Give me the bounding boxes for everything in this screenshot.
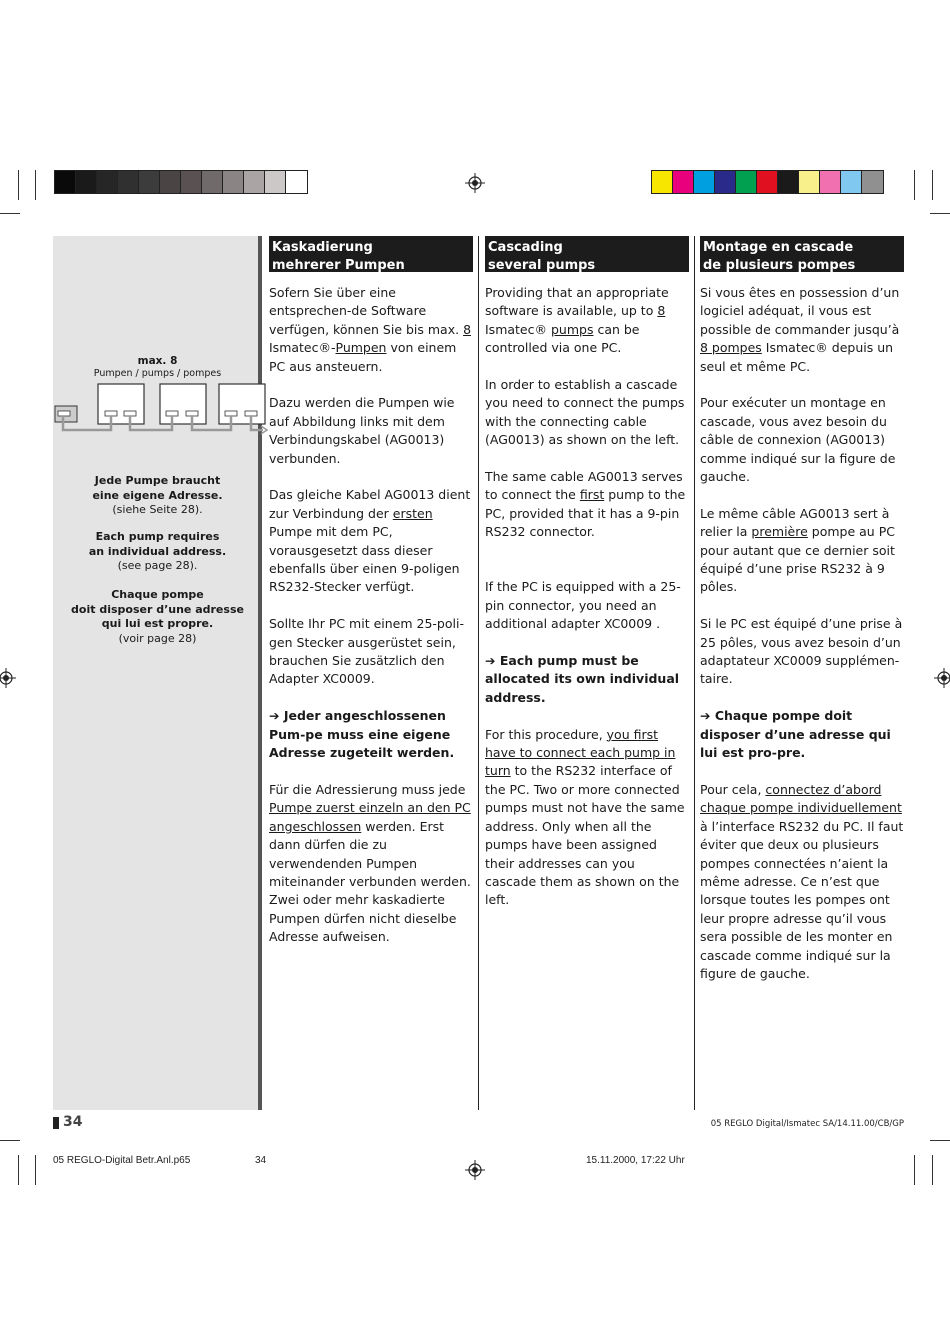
crop-mark <box>930 1140 950 1141</box>
crop-mark <box>914 1155 915 1185</box>
column-english <box>485 236 689 928</box>
calibration-swatch <box>652 171 673 193</box>
calibration-swatch <box>265 171 286 193</box>
calibration-swatch <box>841 171 862 193</box>
calibration-swatch <box>202 171 223 193</box>
paragraph: Le même câble AG0013 sert à relier la première pompe au PC pour autant que ce dernier soit équipé d’une prise RS232 à 9 pôles. <box>700 505 895 595</box>
note-line: (see page 28). <box>117 559 198 572</box>
calibration-swatch <box>97 171 118 193</box>
note-line: Jede Pumpe braucht <box>94 474 221 487</box>
note-line: doit disposer d’une adresse <box>71 602 244 616</box>
calibration-swatch <box>181 171 202 193</box>
crop-mark <box>932 170 933 200</box>
sidebar-note-de <box>60 474 255 518</box>
crop-mark <box>914 170 915 200</box>
column-body <box>700 284 904 983</box>
calibration-swatch <box>55 171 76 193</box>
column-body <box>269 284 473 947</box>
column-divider <box>694 236 695 1110</box>
heading-line: Kaskadierung <box>272 240 373 255</box>
arrow-right-icon: ➔ <box>700 708 711 724</box>
note-line: qui lui est propre. <box>101 617 214 630</box>
heading-line: mehrerer Pumpen <box>272 258 405 273</box>
calibration-swatch <box>160 171 181 193</box>
column-german <box>269 236 473 965</box>
crop-mark <box>932 1155 933 1185</box>
calibration-swatch <box>778 171 799 193</box>
paragraph: Dazu werden die Pumpen wie auf Abbildung links mit dem Verbindungskabel (AG0013) verbunden. <box>269 395 455 466</box>
pump-box-3 <box>219 384 265 424</box>
paragraph: In order to establish a cascade you need to connect the pumps with the connecting cable (AG0013) as shown on the left. <box>485 377 685 448</box>
paragraph: Si le PC est équipé d’une prise à 25 pôles, vous avez besoin d’un adaptateur XC0009 supplémen-taire. <box>700 616 903 687</box>
crop-mark <box>930 213 950 214</box>
pump-box-2 <box>160 384 206 424</box>
calibration-swatch <box>736 171 757 193</box>
registration-mark-icon <box>930 668 950 688</box>
paragraph: Providing that an appropriate software is available, up to 8 Ismatec® pumps can be controlled via one PC. <box>485 285 669 356</box>
calibration-swatch <box>715 171 736 193</box>
pump-cascade-diagram <box>53 380 268 440</box>
calibration-swatch <box>118 171 139 193</box>
calibration-swatch <box>757 171 778 193</box>
calibration-swatch <box>694 171 715 193</box>
calibration-swatch <box>139 171 160 193</box>
column-divider <box>478 236 479 1110</box>
slug-date: 15.11.2000, 17:22 Uhr <box>586 1155 685 1166</box>
column-french <box>700 236 904 1002</box>
registration-mark-icon <box>465 1160 485 1180</box>
important-note: ➔ Chaque pompe doit disposer d’une adresse qui lui est pro-pre. <box>700 708 891 761</box>
calibration-swatch <box>244 171 265 193</box>
arrow-right-icon: ➔ <box>485 653 496 669</box>
heading-line: several pumps <box>488 258 596 273</box>
heading-line: de plusieurs pompes <box>703 258 856 273</box>
figure-caption-sub: Pumpen / pumps / pompes <box>93 368 222 379</box>
pump-box-1 <box>98 384 144 424</box>
paragraph: Das gleiche Kabel AG0013 dient zur Verbindung der ersten Pumpe mit dem PC, vorausgesetzt dass dieser ebenfalls über einen 9-poligen RS232-Stecker verfügt. <box>269 487 471 595</box>
note-line: Each pump requires <box>95 530 220 543</box>
calibration-swatch <box>286 171 307 193</box>
calibration-swatch <box>820 171 841 193</box>
important-note: ➔ Each pump must be allocated its own individual address. <box>485 653 680 705</box>
paragraph: Pour exécuter un montage en cascade, vous avez besoin du câble de connexion (AG0013) comme indiqué sur la figure de gauche. <box>700 395 896 485</box>
paragraph: Sofern Sie über eine entsprechen-de Software verfügen, können Sie bis max. 8 Ismatec®-Pumpen von einem PC aus ansteuern. <box>269 285 472 374</box>
calibration-swatch <box>673 171 694 193</box>
column-heading <box>269 236 473 272</box>
note-line: (voir page 28) <box>118 631 197 645</box>
sidebar-note-fr <box>60 588 255 646</box>
crop-mark <box>35 170 36 200</box>
note-line: eine eigene Adresse. <box>92 488 223 502</box>
paragraph: The same cable AG0013 serves to connect the first pump to the PC, provided that it has a 9-pin RS232 connector. <box>485 469 686 540</box>
crop-mark <box>18 170 19 200</box>
crop-mark <box>18 1155 19 1185</box>
slug-page: 34 <box>255 1155 267 1166</box>
crop-mark <box>35 1155 36 1185</box>
paragraph: Sollte Ihr PC mit einem 25-poli-gen Stecker ausgerüstet sein, brauchen Sie zusätzlich den Adapter XC0009. <box>269 616 464 687</box>
note-line: (siehe Seite 28). <box>112 503 203 516</box>
arrow-right-icon: ➔ <box>269 708 280 724</box>
figure-caption-max: max. 8 <box>137 355 178 367</box>
page-number: 34 <box>63 1114 83 1130</box>
calibration-swatch <box>76 171 97 193</box>
grayscale-calibration-strip <box>54 170 308 194</box>
registration-mark-icon <box>0 668 20 688</box>
heading-line: Cascading <box>488 240 563 255</box>
calibration-swatch <box>223 171 244 193</box>
slug-filename: 05 REGLO-Digital Betr.Anl.p65 <box>53 1155 191 1166</box>
column-heading <box>485 236 689 272</box>
sidebar-divider <box>258 236 262 1110</box>
column-heading <box>700 236 904 272</box>
page-number-marker <box>53 1117 59 1129</box>
paragraph: For this procedure, you first have to connect each pump in turn to the RS232 interface of the PC. Two or more connected pumps must not have the same address. Only when all the pumps have been assigned their addresses can you cascade them as shown on the left. <box>485 726 685 908</box>
paragraph: Pour cela, connectez d’abord chaque pompe individuellement à l’interface RS232 du PC. Il faut éviter que deux ou plusieurs pompes connectées n’aient la même adresse. Ce n’est que lorsque toutes les pompes ont leur propre adresse qu’il vous sera possible de les monter en cascade comme indiqué sur la figure de gauche. <box>700 781 904 981</box>
important-note: ➔ Jeder angeschlossenen Pum-pe muss eine eigene Adresse zugeteilt werden. <box>269 708 455 761</box>
doc-reference: 05 REGLO Digital/Ismatec SA/14.11.00/CB/GP <box>710 1119 904 1129</box>
heading-line: Montage en cascade <box>703 240 854 255</box>
registration-mark-icon <box>465 173 485 193</box>
note-line: an individual address. <box>88 544 227 558</box>
crop-mark <box>0 1140 20 1141</box>
column-body <box>485 284 689 910</box>
paragraph: Für die Adressierung muss jede Pumpe zuerst einzeln an den PC angeschlossen werden. Erst dann dürfen die zu verwendenden Pumpen miteinander verbunden werden. Zwei oder mehr kaskadierte Pumpen dürfen nicht dieselbe Adresse aufweisen. <box>269 781 471 945</box>
note-line: Chaque pompe <box>111 588 204 601</box>
color-calibration-strip <box>651 170 884 194</box>
calibration-swatch <box>862 171 883 193</box>
calibration-swatch <box>799 171 820 193</box>
crop-mark <box>0 213 20 214</box>
paragraph: If the PC is equipped with a 25-pin connector, you need an additional adapter XC0009 . <box>485 579 681 632</box>
sidebar-note-en <box>60 530 255 574</box>
paragraph: Si vous êtes en possession d’un logiciel adéquat, il vous est possible de commander jusqu’à 8 pompes Ismatec® depuis un seul et même PC. <box>700 285 900 374</box>
